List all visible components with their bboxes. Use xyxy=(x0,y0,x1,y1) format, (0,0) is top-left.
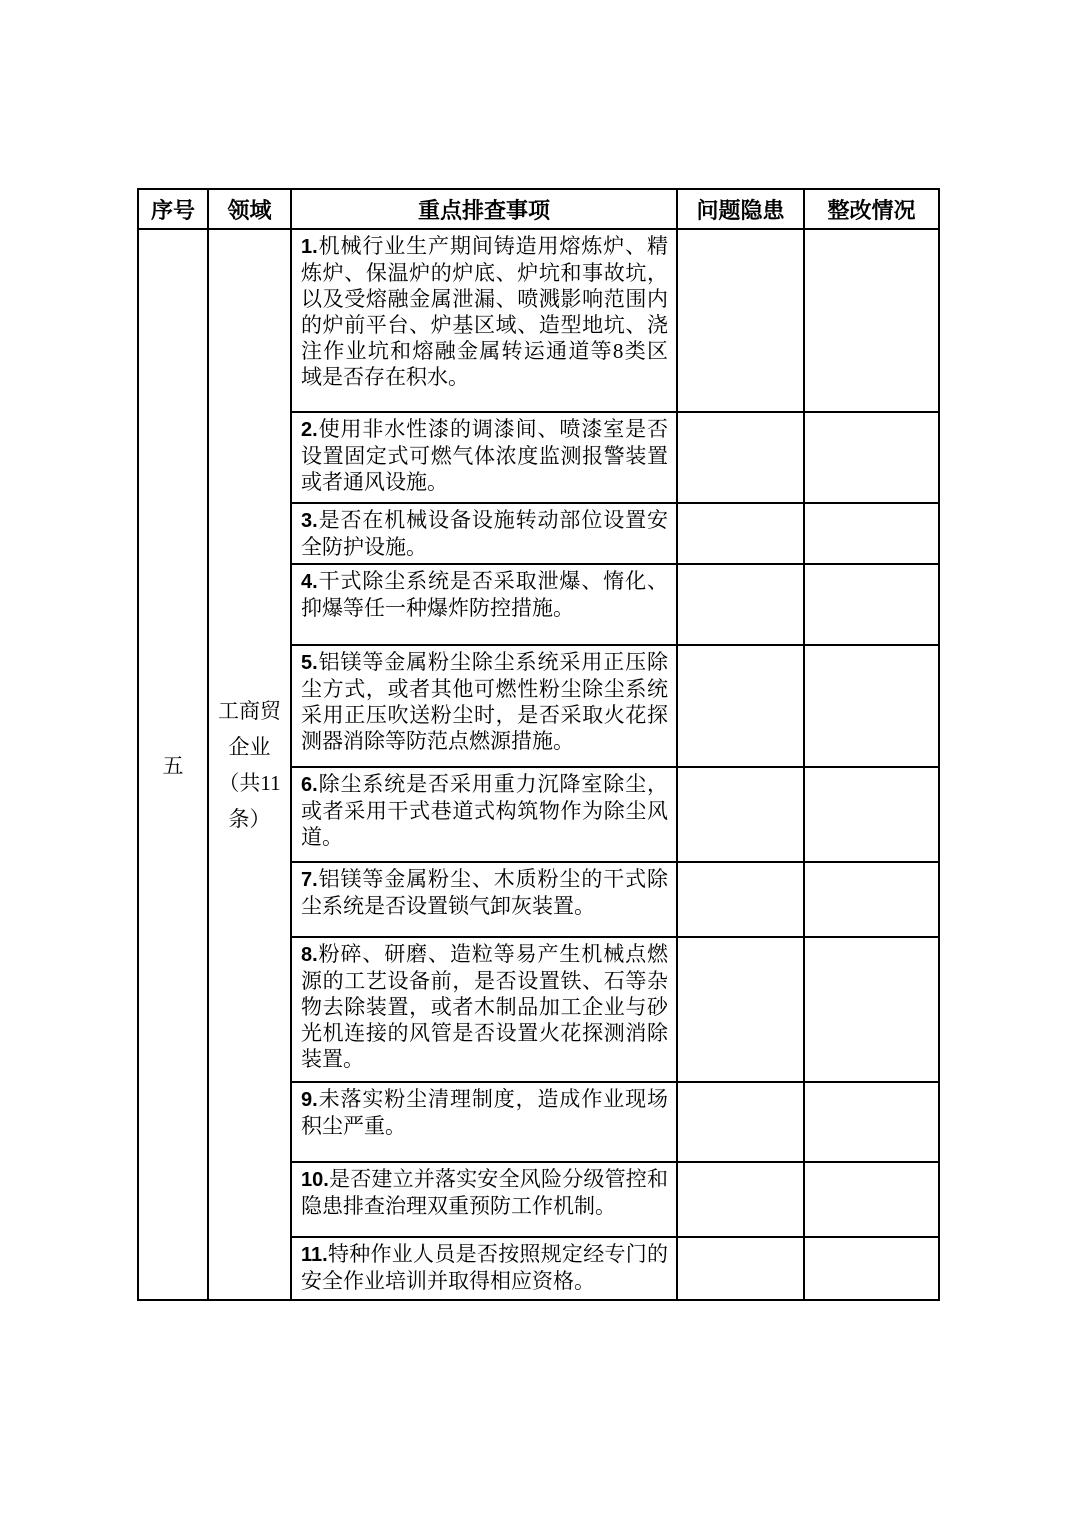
item-number: 2. xyxy=(301,419,318,441)
item-cell xyxy=(291,229,677,412)
rectify-cell xyxy=(804,564,939,645)
item-text: 除尘系统是否采用重力沉降室除尘，或者采用干式巷道式构筑物作为除尘风道。 xyxy=(301,772,668,849)
header-item: 重点排查事项 xyxy=(291,189,677,229)
serial-cell: 五 xyxy=(138,229,208,1300)
item-text: 未落实粉尘清理制度，造成作业现场积尘严重。 xyxy=(301,1087,668,1138)
item-cell xyxy=(291,937,677,1082)
hazard-cell xyxy=(677,229,804,412)
item-text: 铝镁等金属粉尘除尘系统采用正压除尘方式，或者其他可燃性粉尘除尘系统采用正压吹送粉尘时，是否采取火花探测器消除等防范点燃源措施。 xyxy=(301,650,668,753)
header-serial: 序号 xyxy=(138,189,208,229)
rectify-cell xyxy=(804,229,939,412)
item-text: 特种作业人员是否按照规定经专门的安全作业培训并取得相应资格。 xyxy=(301,1242,668,1293)
item-number: 6. xyxy=(301,774,318,796)
hazard-cell xyxy=(677,767,804,862)
item-cell xyxy=(291,767,677,862)
item-number: 3. xyxy=(301,510,318,532)
item-text: 使用非水性漆的调漆间、喷漆室是否设置固定式可燃气体浓度监测报警装置或者通风设施。 xyxy=(301,417,668,494)
item-text: 是否在机械设备设施转动部位设置安全防护设施。 xyxy=(301,508,668,559)
hazard-cell xyxy=(677,1237,804,1300)
item-number: 5. xyxy=(301,652,318,674)
item-cell xyxy=(291,564,677,645)
hazard-cell xyxy=(677,1082,804,1162)
hazard-cell xyxy=(677,564,804,645)
rectify-cell xyxy=(804,1162,939,1237)
item-number: 7. xyxy=(301,869,318,891)
item-text: 是否建立并落实安全风险分级管控和隐患排查治理双重预防工作机制。 xyxy=(301,1167,668,1218)
domain-cell: 工商贸企业（共11条） xyxy=(208,229,291,1300)
item-cell xyxy=(291,862,677,937)
hazard-cell xyxy=(677,1162,804,1237)
rectify-cell xyxy=(804,937,939,1082)
hazard-cell xyxy=(677,937,804,1082)
item-cell xyxy=(291,503,677,564)
item-number: 8. xyxy=(301,944,318,966)
item-number: 4. xyxy=(301,571,318,593)
rectify-cell xyxy=(804,645,939,767)
item-text: 干式除尘系统是否采取泄爆、惰化、抑爆等任一种爆炸防控措施。 xyxy=(301,569,668,620)
hazard-cell xyxy=(677,503,804,564)
rectify-cell xyxy=(804,862,939,937)
item-text: 机械行业生产期间铸造用熔炼炉、精炼炉、保温炉的炉底、炉坑和事故坑，以及受熔融金属泄漏、喷溅影响范围内的炉前平台、炉基区域、造型地坑、浇注作业坑和熔融金属转运通道等8类区域是否存在积水。 xyxy=(301,234,668,389)
item-text: 粉碎、研磨、造粒等易产生机械点燃源的工艺设备前，是否设置铁、石等杂物去除装置，或者木制品加工企业与砂光机连接的风管是否设置火花探测消除装置。 xyxy=(301,942,668,1071)
table-header-row xyxy=(138,189,939,229)
hazard-cell xyxy=(677,862,804,937)
rectify-cell xyxy=(804,1237,939,1300)
item-number: 11. xyxy=(301,1244,328,1266)
rectify-cell xyxy=(804,767,939,862)
rectify-cell xyxy=(804,412,939,503)
item-cell xyxy=(291,1082,677,1162)
table-row xyxy=(138,229,939,412)
item-cell xyxy=(291,412,677,503)
item-cell xyxy=(291,1237,677,1300)
item-number: 10. xyxy=(301,1169,329,1191)
header-domain: 领域 xyxy=(208,189,291,229)
item-text: 铝镁等金属粉尘、木质粉尘的干式除尘系统是否设置锁气卸灰装置。 xyxy=(301,867,668,918)
item-cell xyxy=(291,1162,677,1237)
item-cell xyxy=(291,645,677,767)
inspection-checklist-table xyxy=(137,188,940,1301)
header-hazard: 问题隐患 xyxy=(677,189,804,229)
hazard-cell xyxy=(677,412,804,503)
hazard-cell xyxy=(677,645,804,767)
item-number: 1. xyxy=(301,236,318,258)
header-rectify: 整改情况 xyxy=(804,189,939,229)
rectify-cell xyxy=(804,1082,939,1162)
item-number: 9. xyxy=(301,1089,318,1111)
rectify-cell xyxy=(804,503,939,564)
